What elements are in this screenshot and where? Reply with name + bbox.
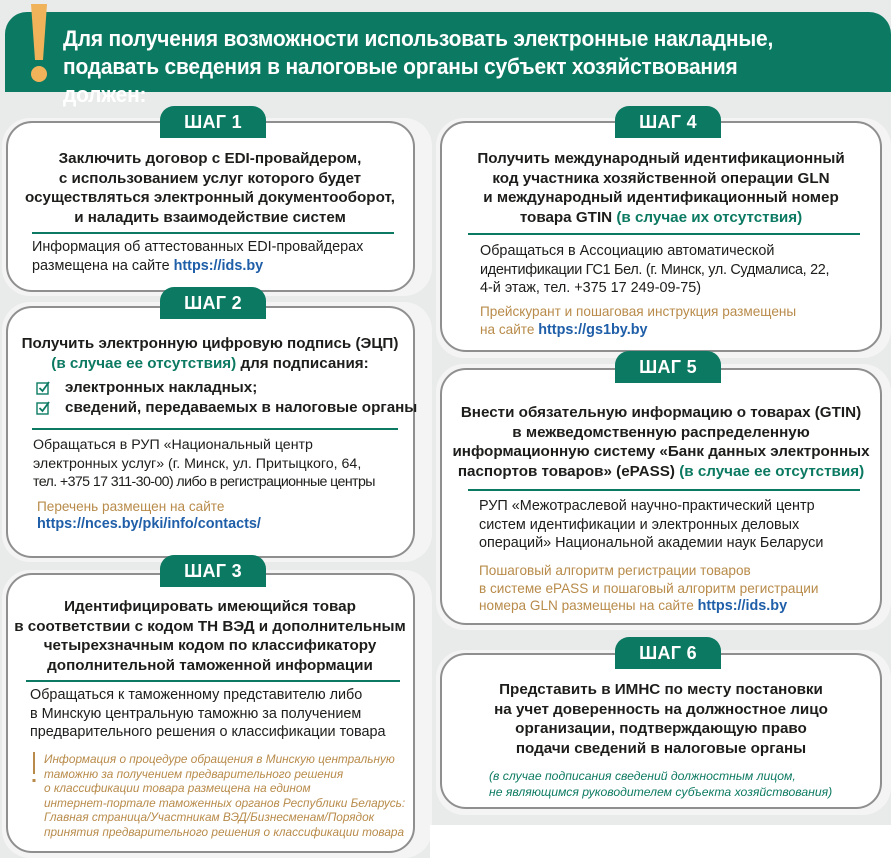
title-line: код участника хозяйственной операции GLN <box>492 169 830 187</box>
title-line: товара GTIN <box>519 208 613 226</box>
title-line: с использованием услуг которого будет <box>58 169 362 187</box>
title-line: четырехзначным кодом по классификатору <box>43 637 377 654</box>
info-line: электронных услуг» (г. Минск, ул. Притыцкого, 64, <box>33 455 362 472</box>
step-3-badge: ШАГ 3 <box>160 555 266 587</box>
title-line: Внести обязательную информацию о товарах (GTIN) <box>460 404 862 421</box>
info-line: Информация об аттестованных EDI-провайдерах <box>32 239 364 255</box>
exclamation-icon <box>28 2 50 84</box>
step-1-badge: ШАГ 1 <box>160 106 266 138</box>
step-2-checklist <box>36 377 417 417</box>
title-rest: для подписания: <box>236 354 369 372</box>
info-line: тел. +375 17 311-30-00) либо в регистрационные центры <box>33 474 375 490</box>
step-5-link[interactable]: https://ids.by <box>697 598 788 614</box>
title-green: (в случае ее отсутствия) <box>51 354 237 372</box>
note-line: (в случае подписания сведений должностным лицом, <box>489 769 796 783</box>
info-line: 4-й этаж, тел. +375 17 249-09-75) <box>480 280 702 296</box>
title-line: и международный идентификационный номер <box>483 189 839 206</box>
title-line: Представить в ИМНС по месту постановки <box>499 681 823 698</box>
title-line: организации, подтверждающую право <box>515 720 807 737</box>
info-line: Обращаться в Ассоциацию автоматической <box>480 243 775 259</box>
note-line: Информация о процедуре обращения в Минскую центральную <box>44 752 395 766</box>
step-5-info <box>479 497 879 553</box>
step-6-badge: ШАГ 6 <box>615 637 721 669</box>
note-line: интернет-портале таможенных органов Республики Беларусь: <box>44 795 406 810</box>
checklist-item <box>36 377 417 397</box>
info-line: операций» Национальной академии наук Беларуси <box>479 535 824 551</box>
step-6-note <box>489 768 869 800</box>
info-line: Обращаться к таможенному представителю либо <box>30 687 363 703</box>
step-3-note <box>44 752 424 839</box>
step-4-note <box>480 303 880 339</box>
info-line: размещена на сайте <box>32 257 174 274</box>
title-green: (в случае ее отсутствия) <box>674 462 865 480</box>
step-6-title <box>445 680 877 758</box>
title-line: информационную систему «Банк данных электронных <box>452 443 870 460</box>
step-2-link[interactable]: https://nces.by/pki/info/contacts/ <box>37 515 261 532</box>
checklist-text: сведений, передаваемых в налоговые органы <box>65 398 418 416</box>
info-line: систем идентификации и электронных деловых <box>479 516 800 533</box>
step-5-note <box>479 562 879 616</box>
title-line: Получить электронную цифровую подпись (ЭЦП) <box>21 335 399 352</box>
step-4-divider <box>468 233 860 235</box>
title-line: на учет доверенность на должностное лицо <box>494 700 828 718</box>
title-line: Идентифицировать имеющийся товар <box>64 598 356 615</box>
blank-area <box>430 825 891 858</box>
title-line: Заключить договор с EDI-провайдером, <box>58 150 362 167</box>
note-line: принятия предварительного решения о классификации товара <box>44 824 405 839</box>
header-banner <box>5 12 891 107</box>
step-5-title <box>445 403 877 481</box>
step-2-info <box>33 436 418 492</box>
step-3-divider <box>26 680 400 682</box>
title-line: подачи сведений в налоговые органы <box>515 739 807 757</box>
checklist-item <box>36 397 417 417</box>
step-5-badge: ШАГ 5 <box>615 351 721 383</box>
info-line: РУП «Межотраслевой научно-практический центр <box>479 498 815 514</box>
step-2-badge: ШАГ 2 <box>160 287 266 319</box>
step-1-divider <box>32 232 394 234</box>
note-line: Пошаговый алгоритм регистрации товаров <box>479 563 751 578</box>
info-line: Обращаться в РУП «Национальный центр <box>33 437 313 453</box>
info-line: идентификации ГС1 Бел. (г. Минск, ул. Судмалиса, 22, <box>480 261 830 278</box>
title-line: в межведомственную распределенную <box>512 423 810 441</box>
step-2-title <box>10 334 410 373</box>
step-4-link[interactable]: https://gs1by.by <box>538 321 648 338</box>
step-5-divider <box>468 489 860 491</box>
step-1-title <box>10 149 410 227</box>
step-4-title <box>445 149 877 227</box>
title-line: дополнительной таможенной информации <box>47 656 373 674</box>
note-line: таможню за получением предварительного решения <box>44 766 344 781</box>
step-2-divider <box>32 428 398 430</box>
step-4-info <box>480 242 880 298</box>
step-1-link[interactable]: https://ids.by <box>173 257 264 274</box>
note-line: номера GLN размещены на сайте <box>479 598 698 613</box>
header-line-1: Для получения возможности использовать электронные накладные, <box>63 26 774 51</box>
note-line: в системе ePASS и пошаговый алгоритм регистрации <box>479 580 819 596</box>
checkbox-checked-icon <box>36 380 51 395</box>
info-line: предварительного решения о классификации товара <box>30 724 386 740</box>
note-line: Главная страница/Участникам ВЭД/Бизнесменам/Порядок <box>44 810 375 824</box>
title-line: и наладить взаимодействие систем <box>74 208 346 226</box>
step-3-info <box>30 686 415 742</box>
checklist-text: электронных накладных; <box>65 378 258 396</box>
note-line: Перечень размещен на сайте <box>37 499 225 514</box>
title-green: (в случае их отсутствия) <box>612 208 803 226</box>
step-4-badge: ШАГ 4 <box>615 106 721 138</box>
step-1-info <box>32 238 412 275</box>
note-line: на сайте <box>480 321 539 337</box>
note-line: не являющимся руководителем субъекта хозяйствования) <box>489 785 833 799</box>
info-line: в Минскую центральную таможню за получением <box>30 705 362 722</box>
note-line: Прейскурант и пошаговая инструкция размещены <box>480 304 797 319</box>
note-marker-icon <box>32 752 36 786</box>
note-line: о классификации товара размещена на едином <box>44 781 311 795</box>
title-line: Получить международный идентификационный <box>477 150 845 167</box>
step-3-title <box>10 597 410 675</box>
title-line: осуществляться электронный документооборот, <box>25 189 395 206</box>
step-2-note <box>37 498 417 533</box>
header-title <box>63 25 826 109</box>
title-line: паспортов товаров» (ePASS) <box>457 462 675 480</box>
header-line-2: подавать сведения в налоговые органы субъект хозяйствования должен: <box>63 54 738 107</box>
checkbox-checked-icon <box>36 400 51 415</box>
title-line: в соответствии с кодом ТН ВЭД и дополнительным <box>14 617 406 635</box>
